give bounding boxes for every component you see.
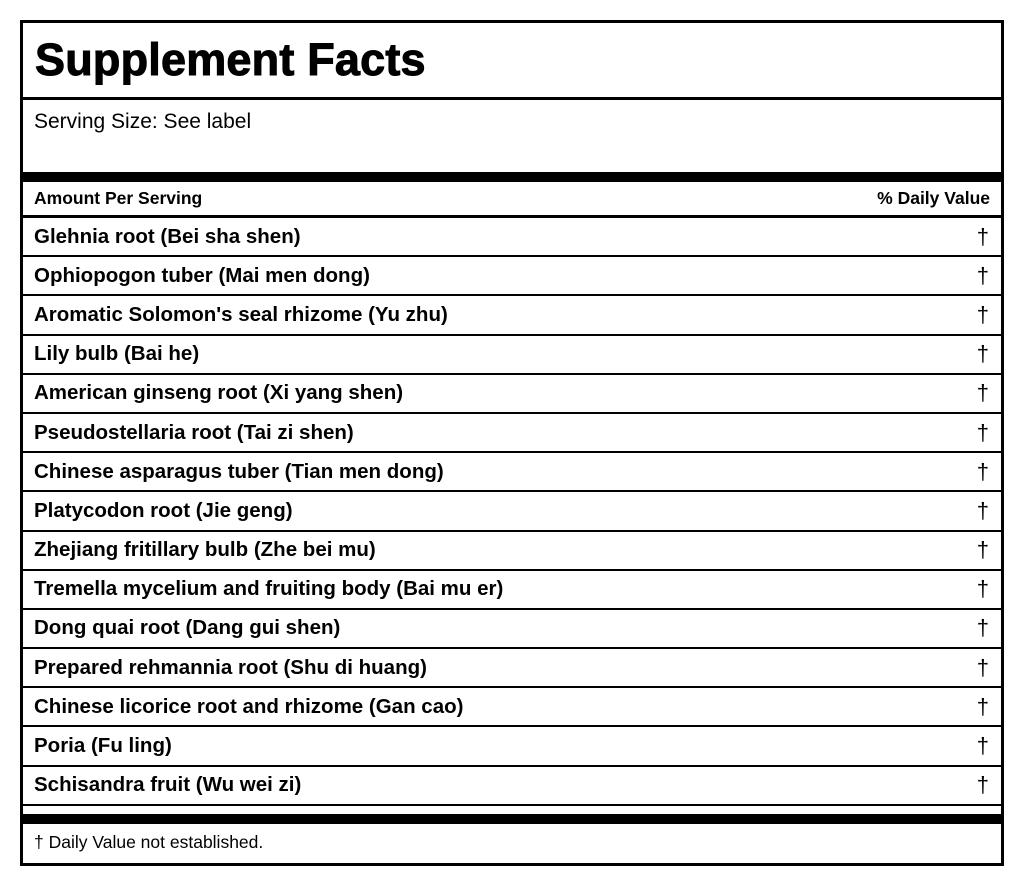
ingredient-name: Poria (Fu ling): [34, 734, 172, 758]
ingredient-row: [23, 532, 1001, 571]
empty-row: [23, 806, 1001, 814]
daily-value-dagger: †: [976, 615, 989, 641]
ingredient-name: Chinese asparagus tuber (Tian men dong): [34, 459, 444, 483]
ingredient-row: [23, 296, 1001, 335]
ingredient-row: [23, 336, 1001, 375]
daily-value-dagger: †: [976, 693, 989, 719]
daily-value-dagger: †: [976, 733, 989, 759]
daily-value-dagger: †: [976, 497, 989, 523]
ingredient-name: Schisandra fruit (Wu wei zi): [34, 773, 302, 797]
daily-value-dagger: †: [976, 419, 989, 445]
daily-value-dagger: †: [976, 223, 989, 249]
column-header-row: [23, 182, 1001, 218]
footnote: † Daily Value not established.: [34, 831, 264, 852]
panel-title: Supplement Facts: [23, 23, 1001, 100]
ingredient-name: Platycodon root (Jie geng): [34, 498, 293, 522]
ingredient-name: Chinese licorice root and rhizome (Gan cao): [34, 694, 464, 718]
daily-value-dagger: †: [976, 341, 989, 367]
ingredient-name: Zhejiang fritillary bulb (Zhe bei mu): [34, 538, 376, 562]
ingredient-name: American ginseng root (Xi yang shen): [34, 381, 404, 405]
ingredient-name: Glehnia root (Bei sha shen): [34, 224, 301, 248]
ingredient-name: Prepared rehmannia root (Shu di huang): [34, 655, 427, 679]
ingredient-name: Ophiopogon tuber (Mai men dong): [34, 263, 370, 287]
amount-per-serving-header: Amount Per Serving: [34, 188, 203, 208]
ingredient-row: [23, 571, 1001, 610]
ingredient-row: [23, 414, 1001, 453]
ingredient-list: [23, 218, 1001, 806]
daily-value-dagger: †: [976, 654, 989, 680]
ingredient-row: [23, 649, 1001, 688]
ingredient-name: Dong quai root (Dang gui shen): [34, 616, 341, 640]
ingredient-row: [23, 492, 1001, 531]
ingredient-name: Lily bulb (Bai he): [34, 342, 200, 366]
daily-value-dagger: †: [976, 301, 989, 327]
daily-value-dagger: †: [976, 772, 989, 798]
daily-value-dagger: †: [976, 262, 989, 288]
daily-value-dagger: †: [976, 537, 989, 563]
ingredient-row: [23, 688, 1001, 727]
ingredient-name: Pseudostellaria root (Tai zi shen): [34, 420, 354, 444]
serving-size: Serving Size: See label: [34, 110, 252, 133]
daily-value-dagger: †: [976, 458, 989, 484]
ingredient-name: Tremella mycelium and fruiting body (Bai mu er): [34, 577, 504, 601]
ingredient-name: Aromatic Solomon's seal rhizome (Yu zhu): [34, 302, 448, 326]
ingredient-row: [23, 767, 1001, 806]
daily-value-dagger: †: [976, 380, 989, 406]
ingredient-row: [23, 727, 1001, 766]
thick-divider-bottom: [23, 814, 1001, 824]
ingredient-row: [23, 375, 1001, 414]
ingredient-row: [23, 610, 1001, 649]
thick-divider-top: [23, 172, 1001, 182]
ingredient-row: [23, 218, 1001, 257]
daily-value-dagger: †: [976, 576, 989, 602]
ingredient-row: [23, 453, 1001, 492]
supplement-facts-panel: [20, 20, 1004, 866]
daily-value-header: % Daily Value: [877, 188, 990, 208]
ingredient-row: [23, 257, 1001, 296]
